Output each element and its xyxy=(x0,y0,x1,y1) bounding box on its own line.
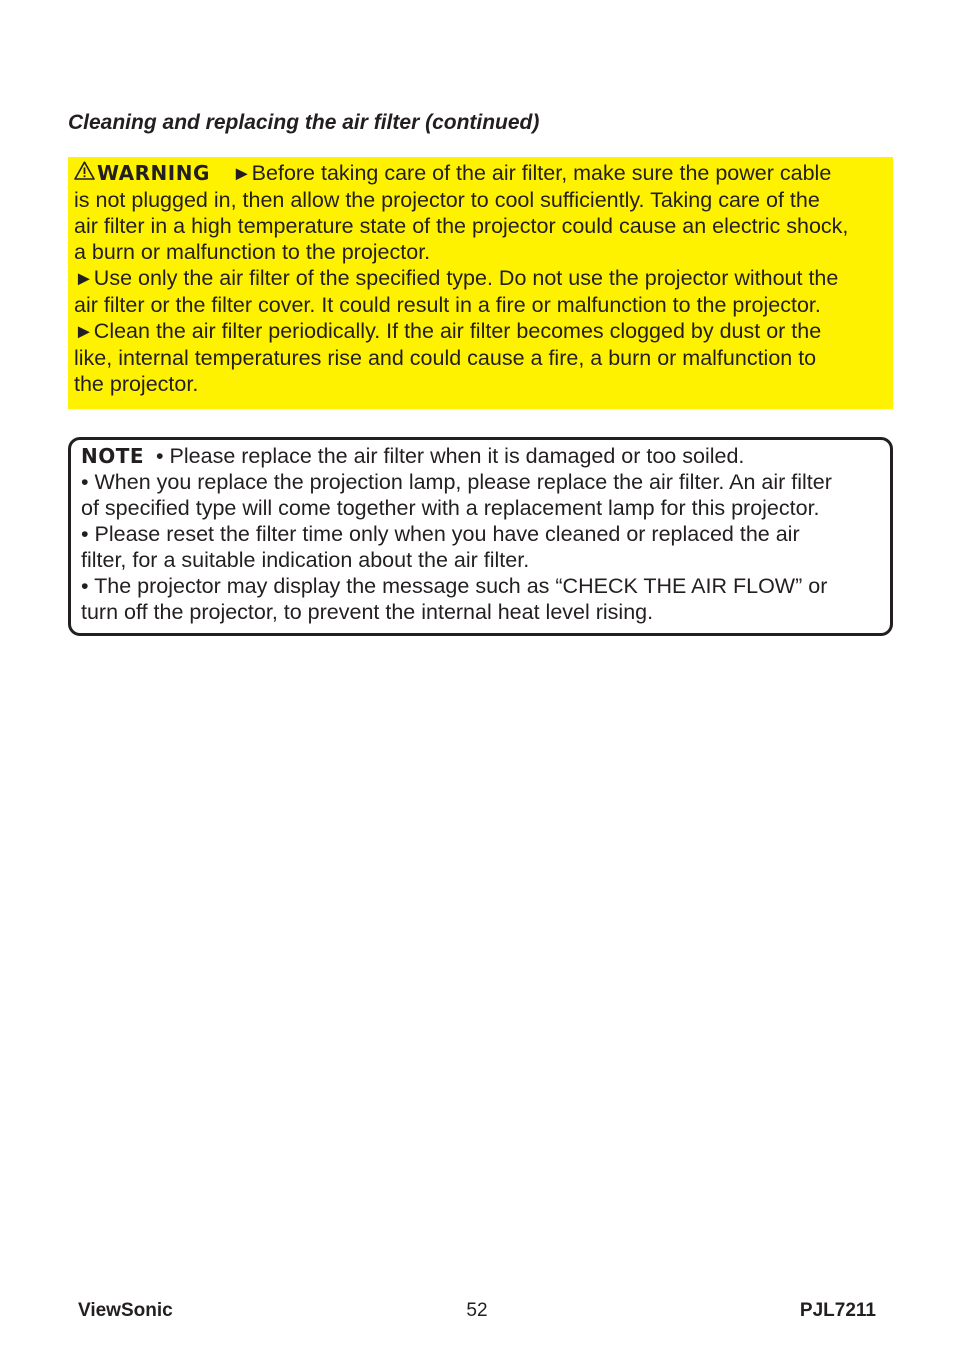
warning-line xyxy=(74,160,893,187)
warning-label: WARNING xyxy=(97,161,210,185)
warning-line: a burn or malfunction to the projector. xyxy=(74,240,431,264)
warning-text: Before taking care of the air filter, make sure the power cable xyxy=(251,161,832,185)
section-title: Cleaning and replacing the air filter (continued) xyxy=(68,111,540,134)
warning-line xyxy=(74,265,893,292)
note-line: of specified type will come together with a replacement lamp for this projector. xyxy=(81,496,820,520)
warning-bullet: ► xyxy=(231,163,252,185)
note-line: • When you replace the projection lamp, please replace the air filter. An air filter xyxy=(81,470,832,494)
footer-model: PJL7211 xyxy=(799,1300,876,1321)
footer-brand: ViewSonic xyxy=(78,1300,173,1321)
warning-line: the projector. xyxy=(74,372,199,396)
note-line: • Please reset the filter time only when you have cleaned or replaced the air xyxy=(81,522,800,546)
note-line: filter, for a suitable indication about the air filter. xyxy=(81,548,530,572)
note-label: NOTE xyxy=(81,444,145,468)
warning-bullet: ► xyxy=(74,268,94,290)
warning-text: Clean the air filter periodically. If the air filter becomes clogged by dust or the xyxy=(93,319,822,343)
note-line: turn off the projector, to prevent the internal heat level rising. xyxy=(81,600,654,624)
warning-text: Use only the air filter of the specified type. Do not use the projector without the xyxy=(93,266,839,290)
warning-line xyxy=(74,318,893,345)
note-line xyxy=(81,443,890,469)
warning-line: air filter or the filter cover. It could result in a fire or malfunction to the projector. xyxy=(74,293,821,317)
warning-triangle-icon xyxy=(74,161,95,180)
note-line: • The projector may display the message such as “CHECK THE AIR FLOW” or xyxy=(81,574,828,598)
warning-line: is not plugged in, then allow the projector to cool sufficiently. Taking care of the xyxy=(74,188,820,212)
warning-header xyxy=(74,160,232,186)
note-text: • Please replace the air filter when it is damaged or too soiled. xyxy=(156,444,745,468)
footer-page-number: 52 xyxy=(466,1300,488,1321)
warning-bullet: ► xyxy=(74,321,94,343)
warning-line: air filter in a high temperature state of the projector could cause an electric shock, xyxy=(74,214,849,238)
note-box xyxy=(68,437,893,636)
warning-box xyxy=(68,157,893,409)
warning-line: like, internal temperatures rise and could cause a fire, a burn or malfunction to xyxy=(74,346,817,370)
